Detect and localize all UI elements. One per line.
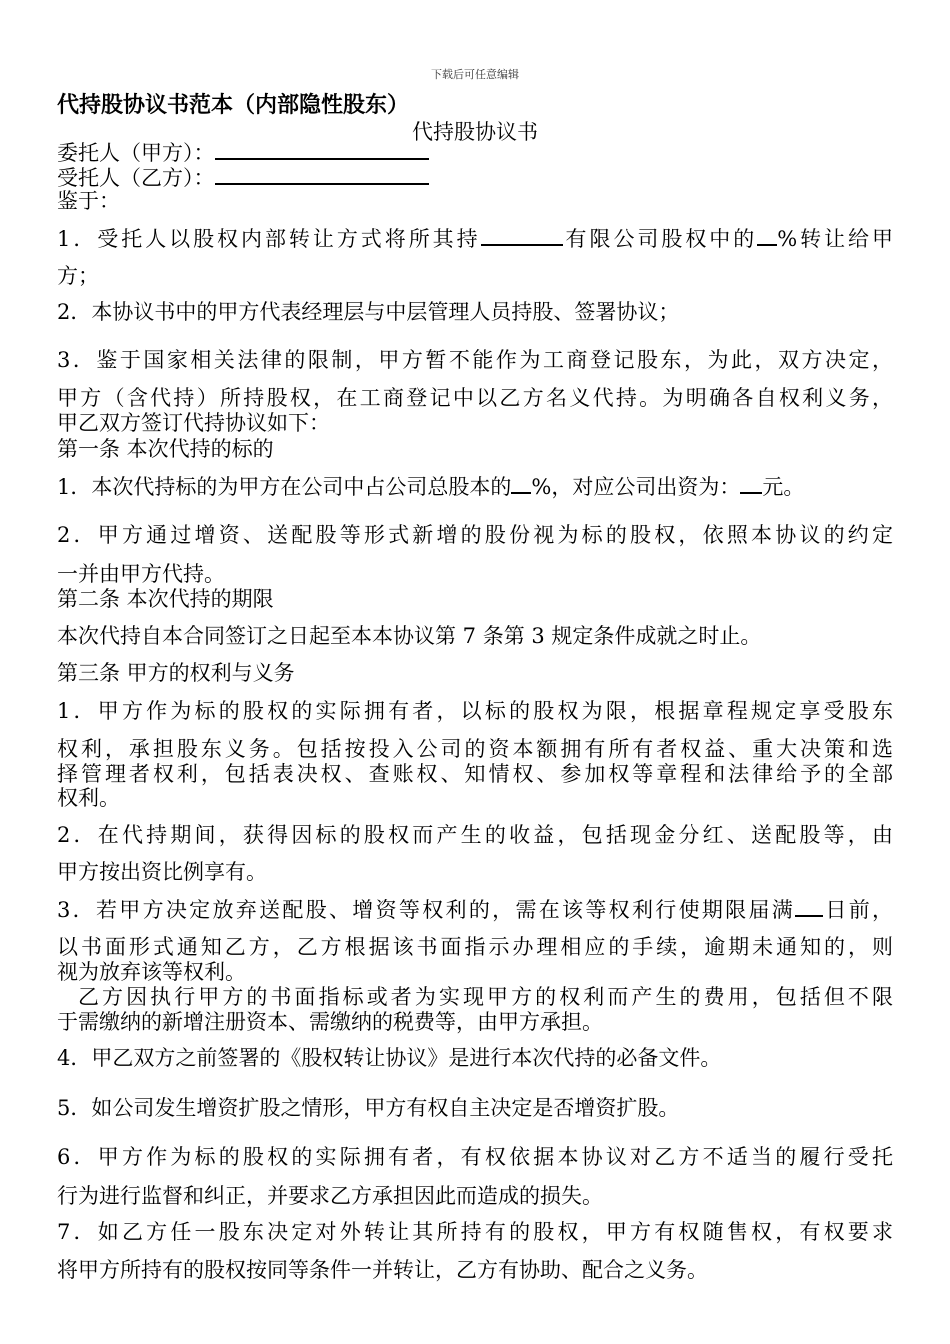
article-3-heading: 第三条 甲方的权利与义务 [57,661,295,685]
article-1-item-1 [57,472,804,501]
article-3-item-4: 4．甲乙双方之前签署的《股权转让协议》是进行本次代持的必备文件。 [57,1046,722,1070]
whereas-item-3-line-1: 3．鉴于国家相关法律的限制，甲方暂不能作为工商登记股东，为此，双方决定， [57,348,893,372]
article-1-item-1-text-b: %，对应公司出资为： [531,475,741,499]
article-3-item-2-line-1: 2．在代持期间，获得因标的股权而产生的收益，包括现金分红、送配股等，由 [57,823,893,847]
whereas-item-1 [57,224,893,253]
whereas-item-1-text-b: 有限公司股权中的 [562,227,758,251]
article-3-item-3-line-3: 视为放弃该等权利。 [57,960,246,984]
article-1-item-1-text-a: 1．本次代持标的为甲方在公司中占公司总股本的 [57,475,512,499]
article-1-item-1-text-c: 元。 [762,475,805,499]
article-3-item-2-line-2: 甲方按出资比例享有。 [57,860,267,884]
deadline-days-blank [795,895,823,917]
header-note: 下载后可任意编辑 [431,68,519,81]
percent-blank [757,224,777,246]
article-1-item-2-line-2: 一并由甲方代持。 [57,562,225,586]
article-3-item-7-line-2: 将甲方所持有的股权按同等条件一并转让，乙方有协助、配合之义务。 [57,1258,708,1282]
whereas-item-1-cont: 方； [57,264,99,288]
agent-blank [215,163,429,185]
principal-label: 委托人（甲方）： [57,141,215,165]
whereas-item-2: 2．本协议书中的甲方代表经理层与中层管理人员持股、签署协议； [57,300,680,324]
company-name-blank [481,224,563,246]
article-3-item-3-text-b: 日前， [823,898,894,922]
article-1-item-2-line-1: 2．甲方通过增资、送配股等形式新增的股份视为标的股权，依照本协议的约定 [57,523,893,547]
article-3-item-3-line-1 [57,895,893,924]
whereas-label: 鉴于： [57,189,120,213]
article-3-item-3-text-a: 3．若甲方决定放弃送配股、增资等权利的，需在该等权利行使期限届满 [57,898,796,922]
article-2-item-1: 本次代持自本合同签订之日起至本本协议第 7 条第 3 规定条件成就之时止。 [57,624,762,648]
whereas-item-1-text-c: %转让给甲 [777,227,894,251]
article-3-item-3-line-5: 于需缴纳的新增注册资本、需缴纳的税费等，由甲方承担。 [57,1010,603,1034]
article-3-item-7-line-1: 7．如乙方任一股东决定对外转让其所持有的股权，甲方有权随售权，有权要求 [57,1220,893,1244]
article-3-item-5: 5．如公司发生增资扩股之情形，甲方有权自主决定是否增资扩股。 [57,1096,680,1120]
article-3-item-1-line-1: 1．甲方作为标的股权的实际拥有者，以标的股权为限，根据章程规定享受股东 [57,699,893,723]
principal-blank [215,138,429,160]
share-percent-blank [511,472,531,494]
document-title: 代持股协议书范本（内部隐性股东） [57,93,410,118]
whereas-item-3-line-3: 甲乙双方签订代持协议如下： [57,411,330,435]
whereas-item-1-text-a: 1．受托人以股权内部转让方式将所其持 [57,227,481,251]
article-2-heading: 第二条 本次代持的期限 [57,587,274,611]
article-3-item-1-line-4: 权利。 [57,786,120,810]
article-3-item-6-line-2: 行为进行监督和纠正，并要求乙方承担因此而造成的损失。 [57,1184,603,1208]
article-3-item-1-line-3: 择管理者权利，包括表决权、查账权、知情权、参加权等章程和法律给予的全部 [57,762,893,786]
article-3-item-3-line-4: 乙方因执行甲方的书面指标或者为实现甲方的权利而产生的费用，包括但不限 [78,985,893,1009]
document-subtitle: 代持股协议书 [412,120,538,144]
article-3-item-1-line-2: 权利，承担股东义务。包括按投入公司的资本额拥有所有者权益、重大决策和选 [57,737,893,761]
article-3-item-3-line-2: 以书面形式通知乙方，乙方根据该书面指示办理相应的手续，逾期未通知的，则 [57,935,893,959]
whereas-item-3-line-2: 甲方（含代持）所持股权，在工商登记中以乙方名义代持。为明确各自权利义务， [57,386,893,410]
capital-amount-blank [740,472,762,494]
article-1-heading: 第一条 本次代持的标的 [57,437,274,461]
agent-label: 受托人（乙方）： [57,166,215,190]
article-3-item-6-line-1: 6．甲方作为标的股权的实际拥有者，有权依据本协议对乙方不适当的履行受托 [57,1145,893,1169]
